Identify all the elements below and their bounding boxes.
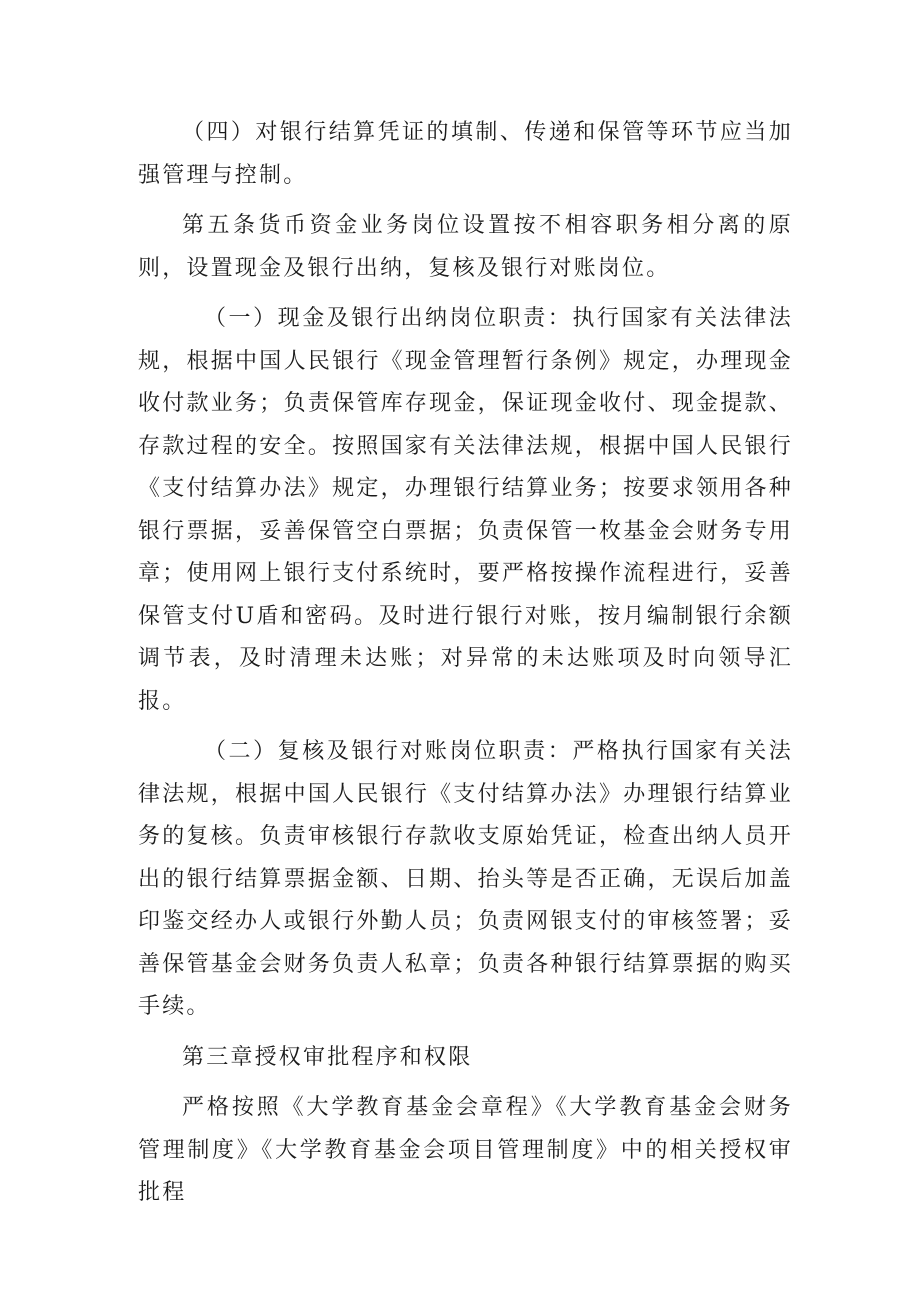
paragraph-bank-voucher-control: （四）对银行结算凭证的填制、传递和保管等环节应当加强管理与控制。 (138, 120, 793, 188)
paragraph-authorization-procedure: 严格按照《大学教育基金会章程》《大学教育基金会财务管理制度》《大学教育基金会项目管理制度》中的相关授权审批程 (138, 1095, 793, 1205)
paragraph-cashier-duties: （一）现金及银行出纳岗位职责：执行国家有关法律法规，根据中国人民银行《现金管理暂行条例》规定，办理现金收付款业务；负责保管库存现金，保证现金收付、现金提款、存款过程的安全。按照国家有关法律法规，根据中国人民银行《支付结算办法》规定，办理银行结算业务；按要求领用各种银行票据，妥善保管空白票据；负责保管一枚基金会财务专用章；使用网上银行支付系统时，要严格按操作流程进行，妥善保管支付U盾和密码。及时进行银行对账，按月编制银行余额调节表，及时清理未达账；对异常的未达账项及时向领导汇报。 (138, 306, 793, 714)
paragraph-review-duties: （二）复核及银行对账岗位职责：严格执行国家有关法律法规，根据中国人民银行《支付结算办法》办理银行结算业务的复核。负责审核银行存款收支原始凭证，检查出纳人员开出的银行结算票据金额、日期、抬头等是否正确，无误后加盖印鉴交经办人或银行外勤人员；负责网银支付的审核签署；妥善保管基金会财务负责人私章；负责各种银行结算票据的购买手续。 (138, 739, 793, 1019)
chapter-heading-authorization: 第三章授权审批程序和权限 (182, 1044, 473, 1070)
document-body (138, 112, 793, 1215)
paragraph-article-five: 第五条货币资金业务岗位设置按不相容职务相分离的原则，设置现金及银行出纳，复核及银行对账岗位。 (138, 213, 793, 281)
